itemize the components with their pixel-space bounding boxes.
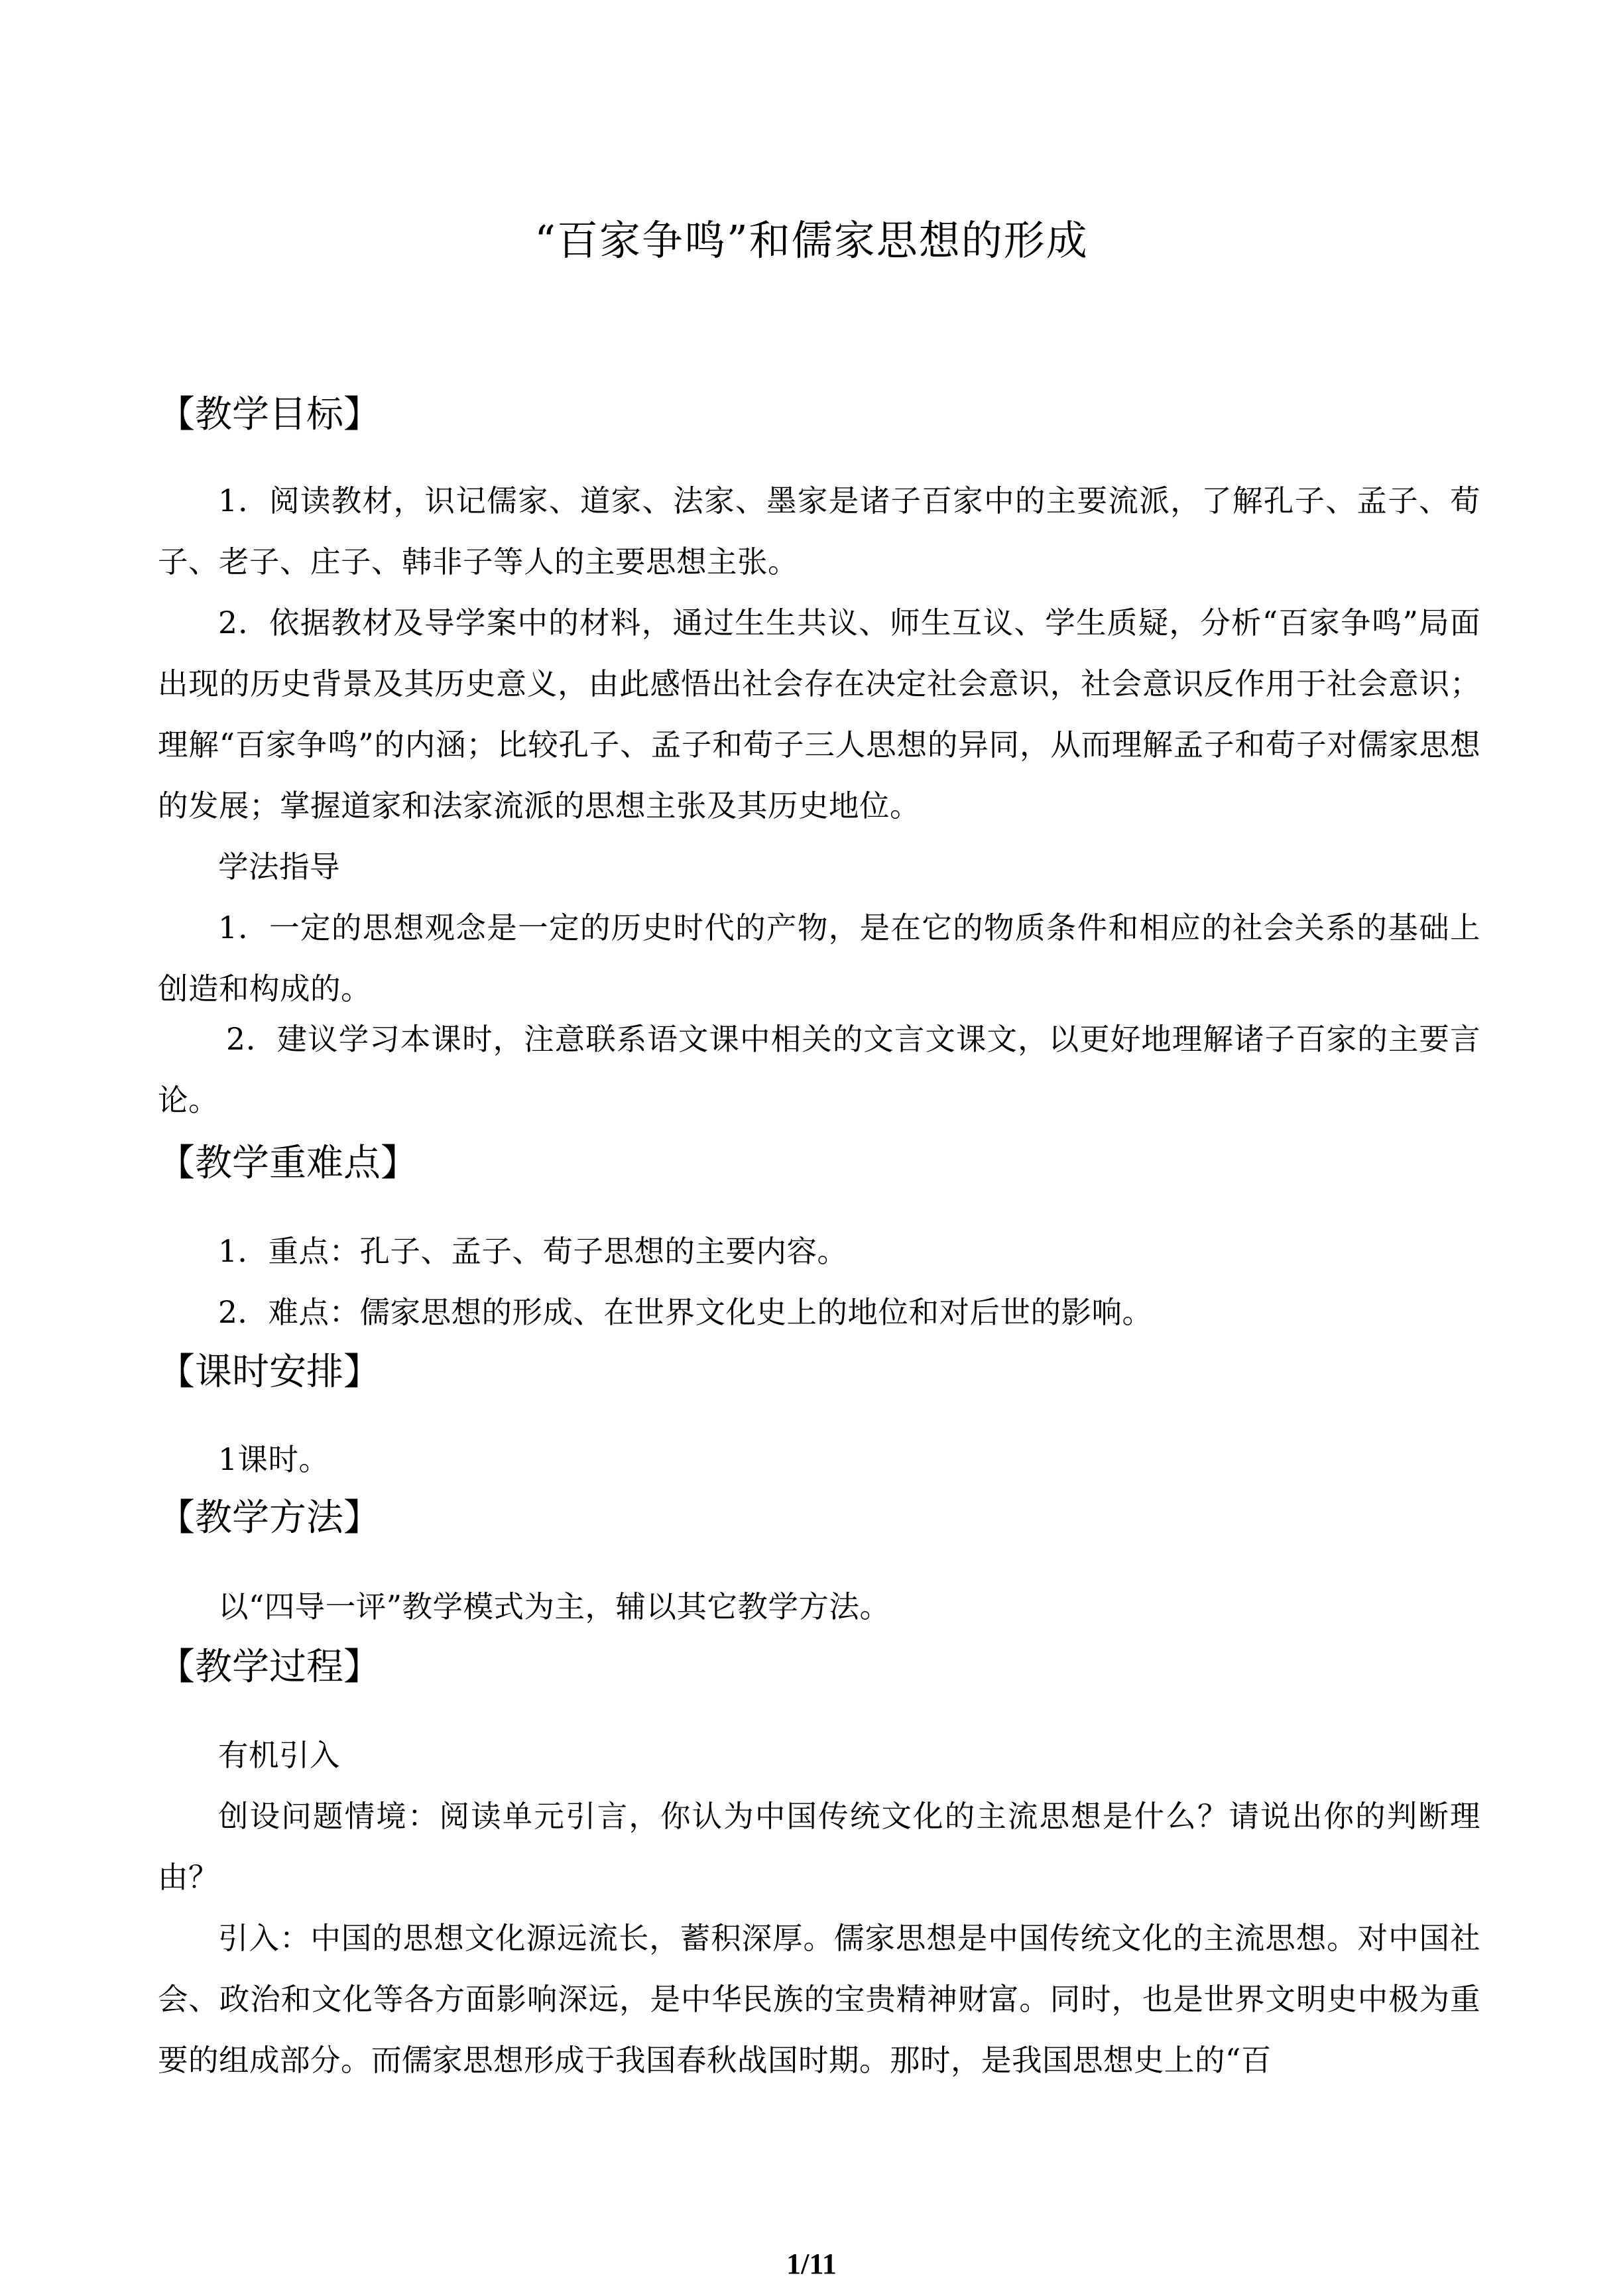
- section-heading-objectives: 【教学目标】: [158, 393, 381, 436]
- introduction-paragraph: 引入：中国的思想文化源远流长，蓄积深厚。儒家思想是中国传统文化的主流思想。对中国社会、政治和文化等各方面影响深远，是中华民族的宝贵精神财富。同时，也是世界文明史中极为重要的组成部分。而儒家思想形成于我国春秋战国时期。那时，是我国思想史上的“百: [158, 1921, 1480, 2078]
- section-heading-key-points: 【教学重难点】: [158, 1142, 418, 1185]
- schedule-paragraph: 1课时。: [218, 1442, 330, 1477]
- guidance-paragraph-1: 1．一定的思想观念是一定的历史时代的产物，是在它的物质条件和相应的社会关系的基础上创造和构成的。: [158, 910, 1480, 1006]
- difficulty-paragraph: 2．难点：儒家思想的形成、在世界文化史上的地位和对后世的影响。: [218, 1295, 1153, 1330]
- section-heading-process: 【教学过程】: [158, 1646, 381, 1689]
- objectives-paragraph-1: 1．阅读教材，识记儒家、道家、法家、墨家是诸子百家中的主要流派，了解孔子、孟子、荀子、老子、庄子、韩非子等人的主要思想主张。: [158, 483, 1480, 579]
- page-number: 1/11: [786, 2248, 837, 2280]
- problem-scenario-paragraph: 创设问题情境：阅读单元引言，你认为中国传统文化的主流思想是什么？请说出你的判断理由？: [158, 1799, 1480, 1895]
- organic-intro-label: 有机引入: [218, 1738, 341, 1773]
- study-guidance-label: 学法指导: [218, 849, 341, 884]
- key-point-paragraph: 1．重点：孔子、孟子、荀子思想的主要内容。: [218, 1234, 848, 1269]
- objectives-paragraph-2: 2．依据教材及导学案中的材料，通过生生共议、师生互议、学生质疑，分析“百家争鸣”局面出现的历史背景及其历史意义，由此感悟出社会存在决定社会意识，社会意识反作用于社会意识；理解“百家争鸣”的内涵；比较孔子、孟子和荀子三人思想的异同，从而理解孟子和荀子对儒家思想的发展；掌握道家和法家流派的思想主张及其历史地位。: [158, 605, 1480, 823]
- guidance-paragraph-2: 2．建议学习本课时，注意联系语文课中相关的文言文课文，以更好地理解诸子百家的主要言论。: [158, 1022, 1480, 1118]
- methods-paragraph: 以“四导一评”教学模式为主，辅以其它教学方法。: [218, 1589, 890, 1624]
- document-title: “百家争鸣”和儒家思想的形成: [534, 216, 1089, 265]
- section-heading-methods: 【教学方法】: [158, 1496, 381, 1540]
- section-heading-schedule: 【课时安排】: [158, 1351, 381, 1394]
